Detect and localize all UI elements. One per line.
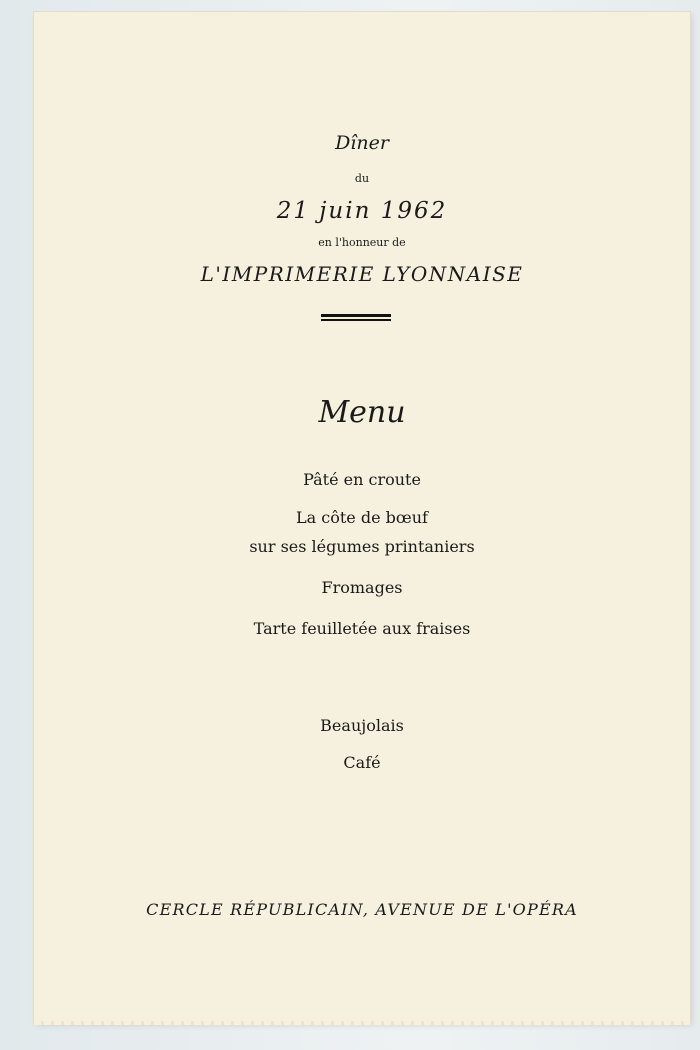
menu-card bbox=[34, 12, 690, 1022]
menu-item: Fromages bbox=[321, 578, 403, 597]
event-date: 21 juin 1962 bbox=[276, 198, 448, 224]
menu-item: La côte de bœuf bbox=[296, 508, 428, 527]
divider-rule-thick bbox=[321, 314, 391, 317]
drink-item: Café bbox=[343, 753, 381, 772]
menu-item: Tarte feuilletée aux fraises bbox=[253, 619, 471, 638]
menu-item: Pâté en croute bbox=[303, 470, 421, 489]
venue-line: CERCLE RÉPUBLICAIN, AVENUE DE L'OPÉRA bbox=[146, 900, 578, 919]
menu-title: Menu bbox=[318, 395, 406, 430]
divider-rule-thin bbox=[321, 319, 391, 321]
honoree-name: L'IMPRIMERIE LYONNAISE bbox=[200, 262, 524, 286]
du-text: du bbox=[354, 172, 370, 185]
drink-item: Beaujolais bbox=[320, 716, 404, 735]
menu-item: sur ses légumes printaniers bbox=[249, 537, 475, 556]
honneur-text: en l'honneur de bbox=[318, 236, 406, 249]
diner-heading: Dîner bbox=[335, 132, 389, 154]
